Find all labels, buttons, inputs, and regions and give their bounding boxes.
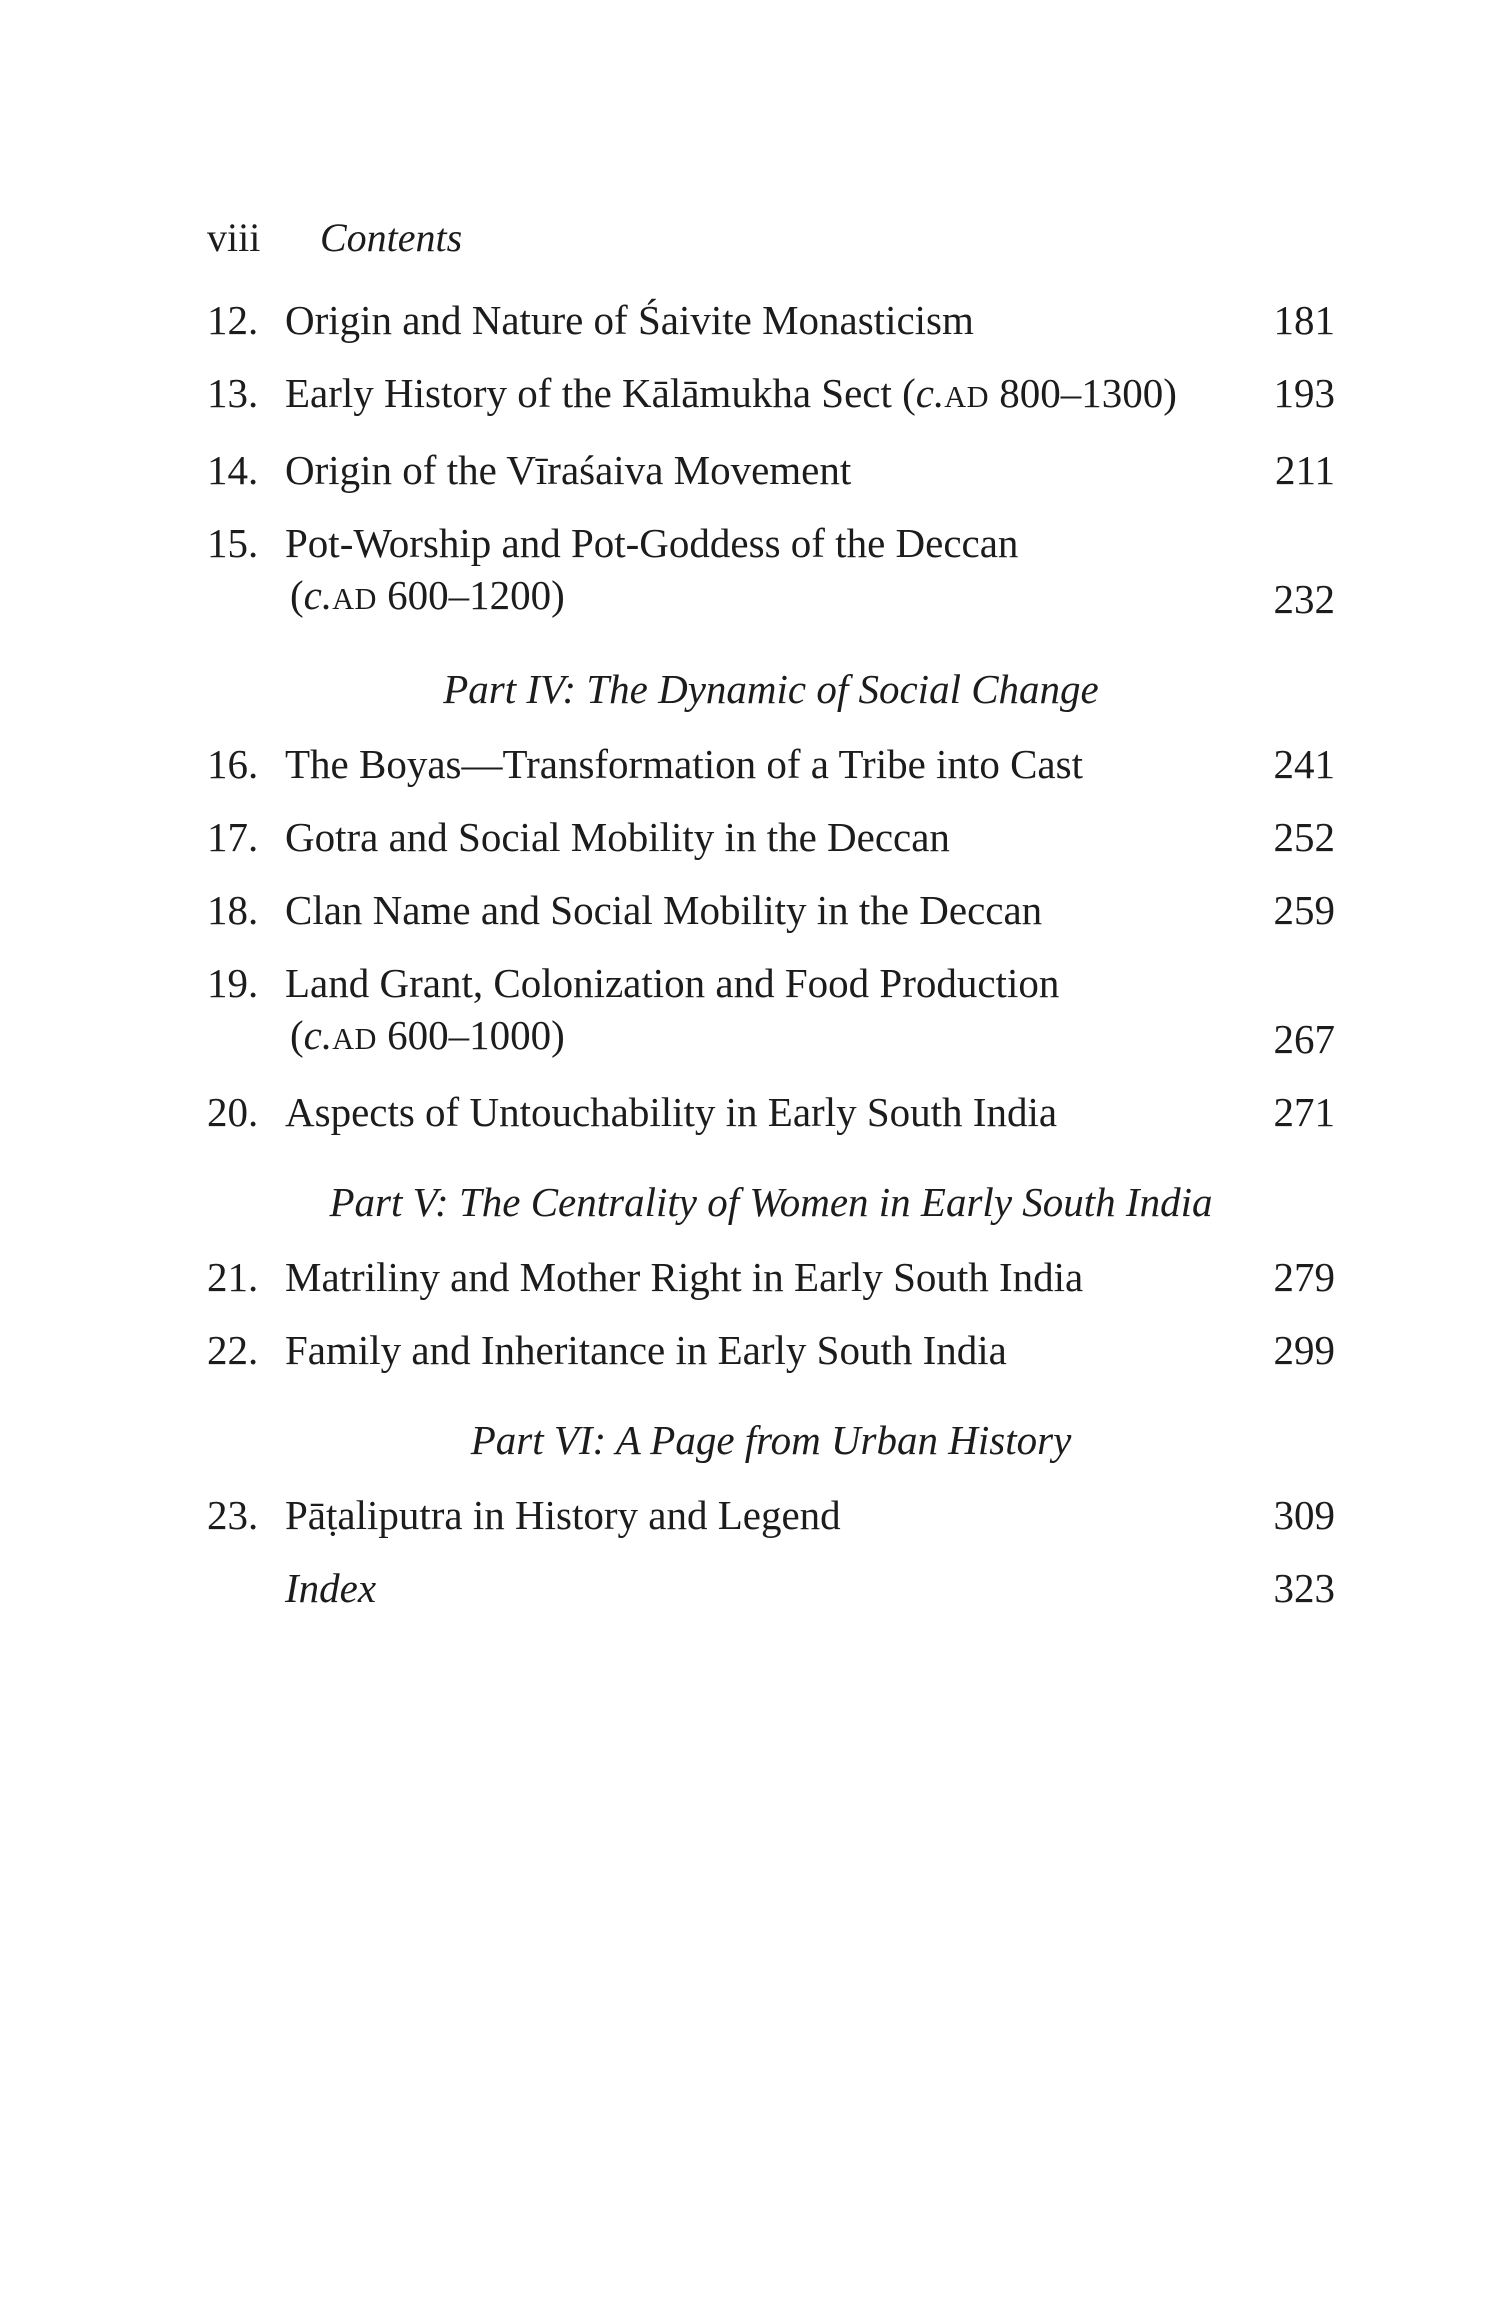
entry-number: 21.	[207, 1254, 259, 1300]
toc-entry-21	[207, 1251, 1335, 1303]
paren-open: (	[290, 572, 304, 618]
toc-entry-index	[207, 1562, 1335, 1614]
toc-entry-22	[207, 1324, 1335, 1376]
toc-entry-23	[207, 1489, 1335, 1541]
era-smallcaps: AD	[332, 1022, 377, 1056]
toc-entry-13	[207, 367, 1335, 423]
toc-entry-14	[207, 444, 1335, 496]
entry-page-number: 193	[1273, 370, 1335, 416]
entry-page-number: 299	[1273, 1327, 1335, 1373]
era-smallcaps: AD	[332, 582, 377, 616]
entry-number: 16.	[207, 741, 259, 787]
entry-number: 13.	[207, 370, 259, 416]
entry-title: Family and Inheritance in Early South India	[285, 1327, 1007, 1373]
entry-title: Origin and Nature of Śaivite Monasticism	[285, 297, 974, 343]
circa-abbreviation: c.	[303, 1012, 333, 1058]
entry-page-number: 323	[1273, 1565, 1335, 1611]
year-range: 600–1200)	[376, 572, 565, 618]
toc-entry-20	[207, 1086, 1335, 1138]
toc-entry-16	[207, 738, 1335, 790]
entry-number: 20.	[207, 1089, 259, 1135]
table-of-contents	[207, 294, 1335, 1614]
entry-number: 19.	[207, 960, 259, 1006]
year-range: 800–1300)	[989, 370, 1177, 416]
entry-page-number: 259	[1273, 887, 1335, 933]
folio-page-number: viii	[207, 215, 261, 260]
entry-subtitle	[285, 1009, 1059, 1065]
entry-number: 12.	[207, 297, 259, 343]
part-heading-v: Part V: The Centrality of Women in Early South India	[329, 1179, 1213, 1225]
entry-page-number: 279	[1273, 1254, 1335, 1300]
entry-number: 15.	[207, 520, 259, 566]
entry-page-number: 181	[1273, 297, 1335, 343]
entry-number: 23.	[207, 1492, 259, 1538]
paren-open: (	[902, 370, 916, 416]
entry-number: 22.	[207, 1327, 259, 1373]
toc-entry-15	[207, 517, 1335, 625]
entry-number: 17.	[207, 814, 259, 860]
entry-title: Land Grant, Colonization and Food Production (c.AD 600–1000)	[285, 957, 1059, 1065]
toc-entry-12	[207, 294, 1335, 346]
entry-page-number: 241	[1273, 741, 1335, 787]
entry-title: Origin of the Vīraśaiva Movement	[285, 447, 852, 493]
entry-page-number: 232	[1273, 576, 1335, 622]
entry-title: Early History of the Kālāmukha Sect (c.AD 800–1300)	[285, 370, 1177, 416]
circa-abbreviation: c.	[303, 572, 333, 618]
entry-number: 14.	[207, 447, 259, 493]
entry-page-number: 211	[1275, 447, 1335, 493]
era-smallcaps: AD	[944, 380, 990, 414]
entry-number: 18.	[207, 887, 259, 933]
index-title: Index	[285, 1565, 377, 1611]
entry-title: Aspects of Untouchability in Early South India	[285, 1089, 1058, 1135]
entry-title: Pot-Worship and Pot-Goddess of the Deccan (c.AD 600–1200)	[285, 517, 1018, 625]
running-header	[207, 212, 1335, 264]
running-head-title: Contents	[320, 215, 463, 260]
part-heading-iv: Part IV: The Dynamic of Social Change	[443, 666, 1099, 712]
year-range: 600–1000)	[376, 1012, 565, 1058]
part-heading-vi: Part VI: A Page from Urban History	[470, 1417, 1072, 1463]
entry-title: Clan Name and Social Mobility in the Deccan	[285, 887, 1043, 933]
entry-page-number: 309	[1273, 1492, 1335, 1538]
toc-entry-17	[207, 811, 1335, 863]
toc-entry-18	[207, 884, 1335, 936]
circa-abbreviation: c.	[915, 370, 945, 416]
toc-entry-19	[207, 957, 1335, 1065]
entry-title: Gotra and Social Mobility in the Deccan	[285, 814, 950, 860]
entry-title: Pāṭaliputra in History and Legend	[285, 1492, 841, 1538]
entry-page-number: 252	[1273, 814, 1335, 860]
entry-page-number: 271	[1273, 1089, 1335, 1135]
entry-title: Matriliny and Mother Right in Early South India	[285, 1254, 1084, 1300]
entry-subtitle	[285, 569, 1018, 625]
paren-open: (	[290, 1012, 304, 1058]
entry-title: The Boyas—Transformation of a Tribe into Cast	[285, 741, 1083, 787]
entry-page-number: 267	[1273, 1016, 1335, 1062]
